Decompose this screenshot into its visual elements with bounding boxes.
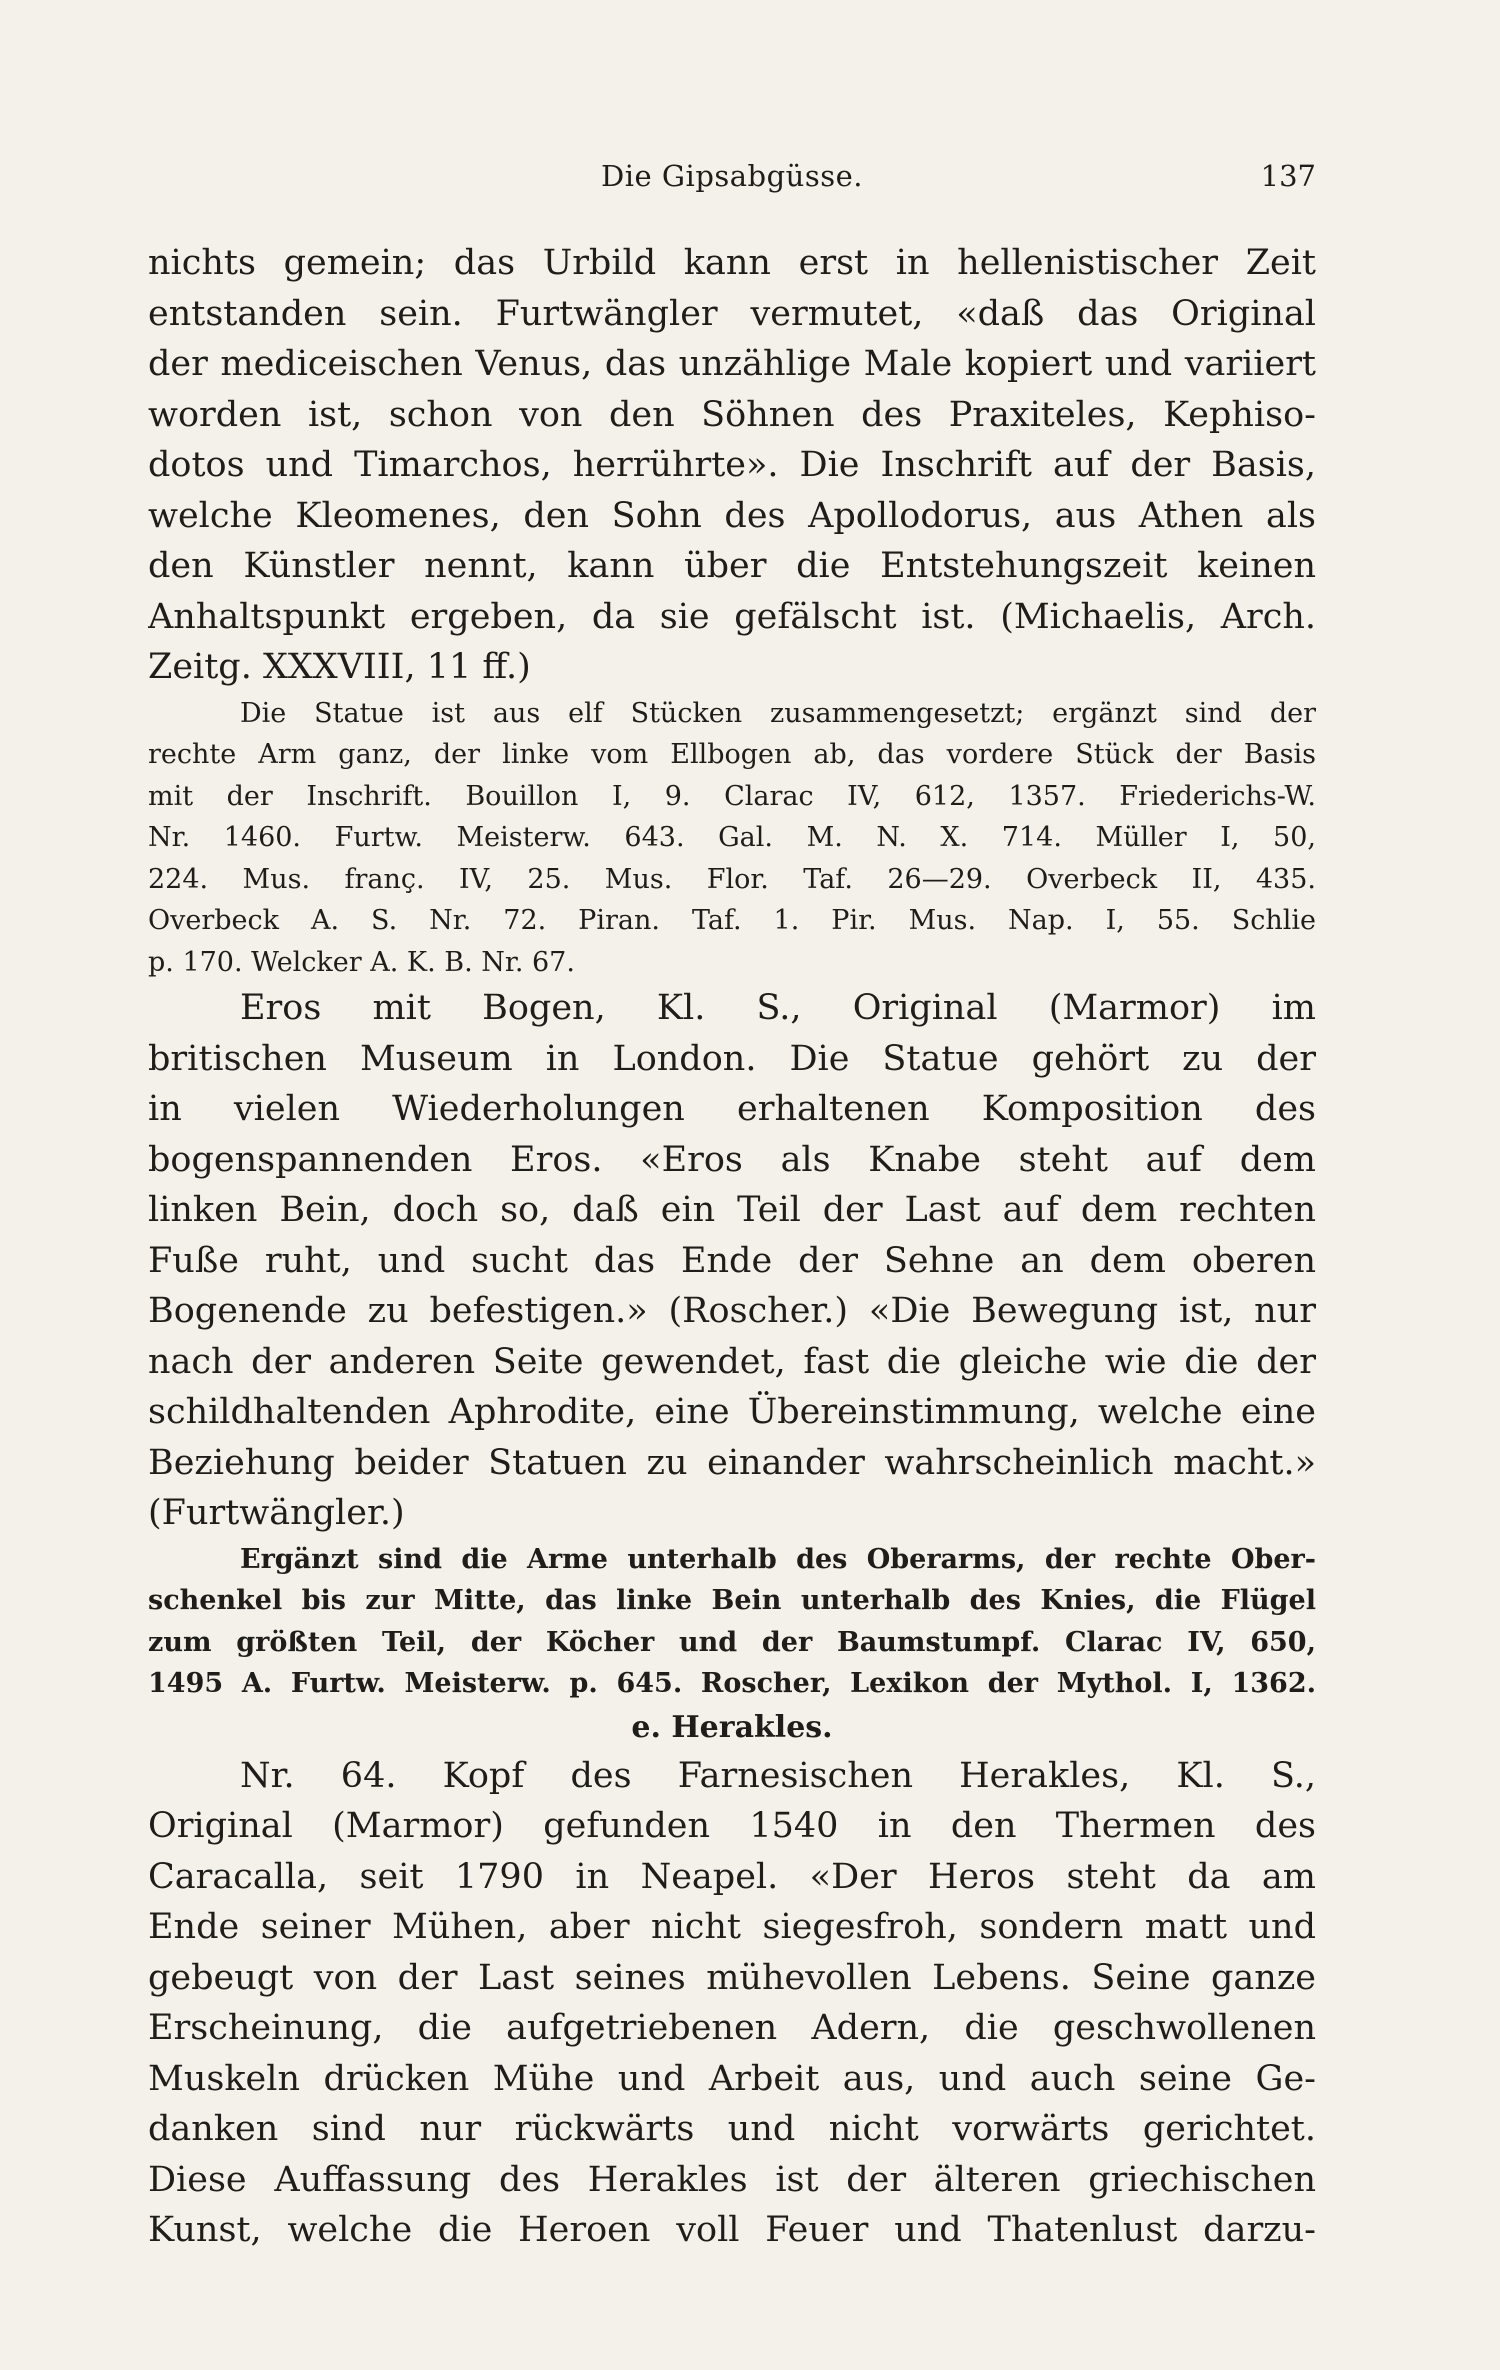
note-line: 1495 A. Furtw. Meisterw. p. 645. Roscher, Lexikon der Mythol. I, 1362. xyxy=(148,1668,1316,1699)
text-line: bogenspannenden Eros. «Eros als Knabe steht auf dem xyxy=(148,1139,1316,1180)
note-line: Die Statue ist aus elf Stücken zusammengesetzt; ergänzt sind der xyxy=(240,697,1316,729)
note-line: zum größten Teil, der Köcher und der Baumstumpf. Clarac IV, 650, xyxy=(148,1626,1316,1658)
page-header xyxy=(148,152,1316,200)
text-line: Erscheinung, die aufgetriebenen Adern, die geschwollenen xyxy=(148,2008,1316,2048)
text-line: Anhaltspunkt ergeben, da sie gefälscht ist. (Michaelis, Arch. xyxy=(148,596,1316,637)
paragraph-herakles xyxy=(148,1751,1316,2256)
paragraph-eros xyxy=(148,983,1316,1539)
note-line: Nr. 1460. Furtw. Meisterw. 643. Gal. M. N. X. 714. Müller I, 50, xyxy=(148,822,1316,853)
text-line: (Furtwängler.) xyxy=(148,1493,405,1533)
text-line: nach der anderen Seite gewendet, fast die gleiche wie die der xyxy=(148,1341,1316,1382)
note-line: rechte Arm ganz, der linke vom Ellbogen ab, das vordere Stück der Basis xyxy=(148,739,1316,770)
text-line: der mediceischen Venus, das unzählige Male kopiert und variiert xyxy=(148,344,1316,384)
text-line: Nr. 64. Kopf des Farnesischen Herakles, Kl. S., xyxy=(240,1755,1316,1796)
text-line: Bogenende zu befestigen.» (Roscher.) «Die Bewegung ist, nur xyxy=(148,1291,1316,1331)
text-line: Ende seiner Mühen, aber nicht siegesfroh, sondern matt und xyxy=(148,1907,1316,1947)
text-line: gebeugt von der Last seines mühevollen Lebens. Seine ganze xyxy=(148,1957,1316,1998)
text-line: nichts gemein; das Urbild kann erst in hellenistischer Zeit xyxy=(148,243,1316,283)
text-line: Muskeln drücken Mühe und Arbeit aus, und auch seine Ge- xyxy=(148,2058,1316,2099)
text-line: Diese Auffassung des Herakles ist der älteren griechischen xyxy=(148,2159,1316,2200)
note-line: mit der Inschrift. Bouillon I, 9. Clarac IV, 612, 1357. Friederichs-W. xyxy=(148,780,1316,812)
note-line: Ergänzt sind die Arme unterhalb des Oberarms, der rechte Ober- xyxy=(240,1543,1316,1575)
text-line: dotos und Timarchos, herrührte». Die Inschrift auf der Basis, xyxy=(148,445,1316,485)
text-line: linken Bein, doch so, daß ein Teil der Last auf dem rechten xyxy=(148,1190,1316,1230)
text-line: Zeitg. XXXVIII, 11 ff.) xyxy=(148,647,531,687)
text-line: welche Kleomenes, den Sohn des Apollodorus, aus Athen als xyxy=(148,495,1316,536)
text-line: schildhaltenden Aphrodite, eine Übereinstimmung, welche eine xyxy=(148,1392,1316,1432)
note-line: schenkel bis zur Mitte, das linke Bein unterhalb des Knies, die Flügel xyxy=(148,1585,1316,1616)
note-eros xyxy=(148,1539,1316,1705)
text-line: Beziehung beider Statuen zu einander wahrscheinlich macht.» xyxy=(148,1442,1316,1483)
text-line: Fuße ruht, und sucht das Ende der Sehne an dem oberen xyxy=(148,1240,1316,1281)
text-line: worden ist, schon von den Söhnen des Praxiteles, Kephiso- xyxy=(148,394,1316,435)
note-line: 224. Mus. franç. IV, 25. Mus. Flor. Taf. 26—29. Overbeck II, 435. xyxy=(148,863,1316,895)
text-line: Original (Marmor) gefunden 1540 in den Thermen des xyxy=(148,1806,1316,1846)
note-line: Overbeck A. S. Nr. 72. Piran. Taf. 1. Pir. Mus. Nap. I, 55. Schlie xyxy=(148,905,1316,936)
text-line: den Künstler nennt, kann über die Entstehungszeit keinen xyxy=(148,546,1316,586)
section-heading: e. Herakles. xyxy=(631,1709,833,1745)
note-line: p. 170. Welcker A. K. B. Nr. 67. xyxy=(148,946,575,978)
text-line: entstanden sein. Furtwängler vermutet, «daß das Original xyxy=(148,293,1316,334)
text-line: danken sind nur rückwärts und nicht vorwärts gerichtet. xyxy=(148,2109,1316,2149)
text-line: in vielen Wiederholungen erhaltenen Komposition des xyxy=(148,1089,1316,1129)
body-text xyxy=(148,238,1316,2256)
text-line: Caracalla, seit 1790 in Neapel. «Der Heros steht da am xyxy=(148,1856,1316,1897)
text-line: Eros mit Bogen, Kl. S., Original (Marmor) im xyxy=(240,988,1316,1028)
text-line: Kunst, welche die Heroen voll Feuer und Thatenlust darzu- xyxy=(148,2210,1316,2250)
text-line: britischen Museum in London. Die Statue gehört zu der xyxy=(148,1038,1316,1079)
paragraph-medici-venus xyxy=(148,238,1316,693)
page-number: 137 xyxy=(1260,159,1316,193)
running-title: Die Gipsabgüsse. xyxy=(600,159,864,193)
note-medici-venus xyxy=(148,693,1316,984)
